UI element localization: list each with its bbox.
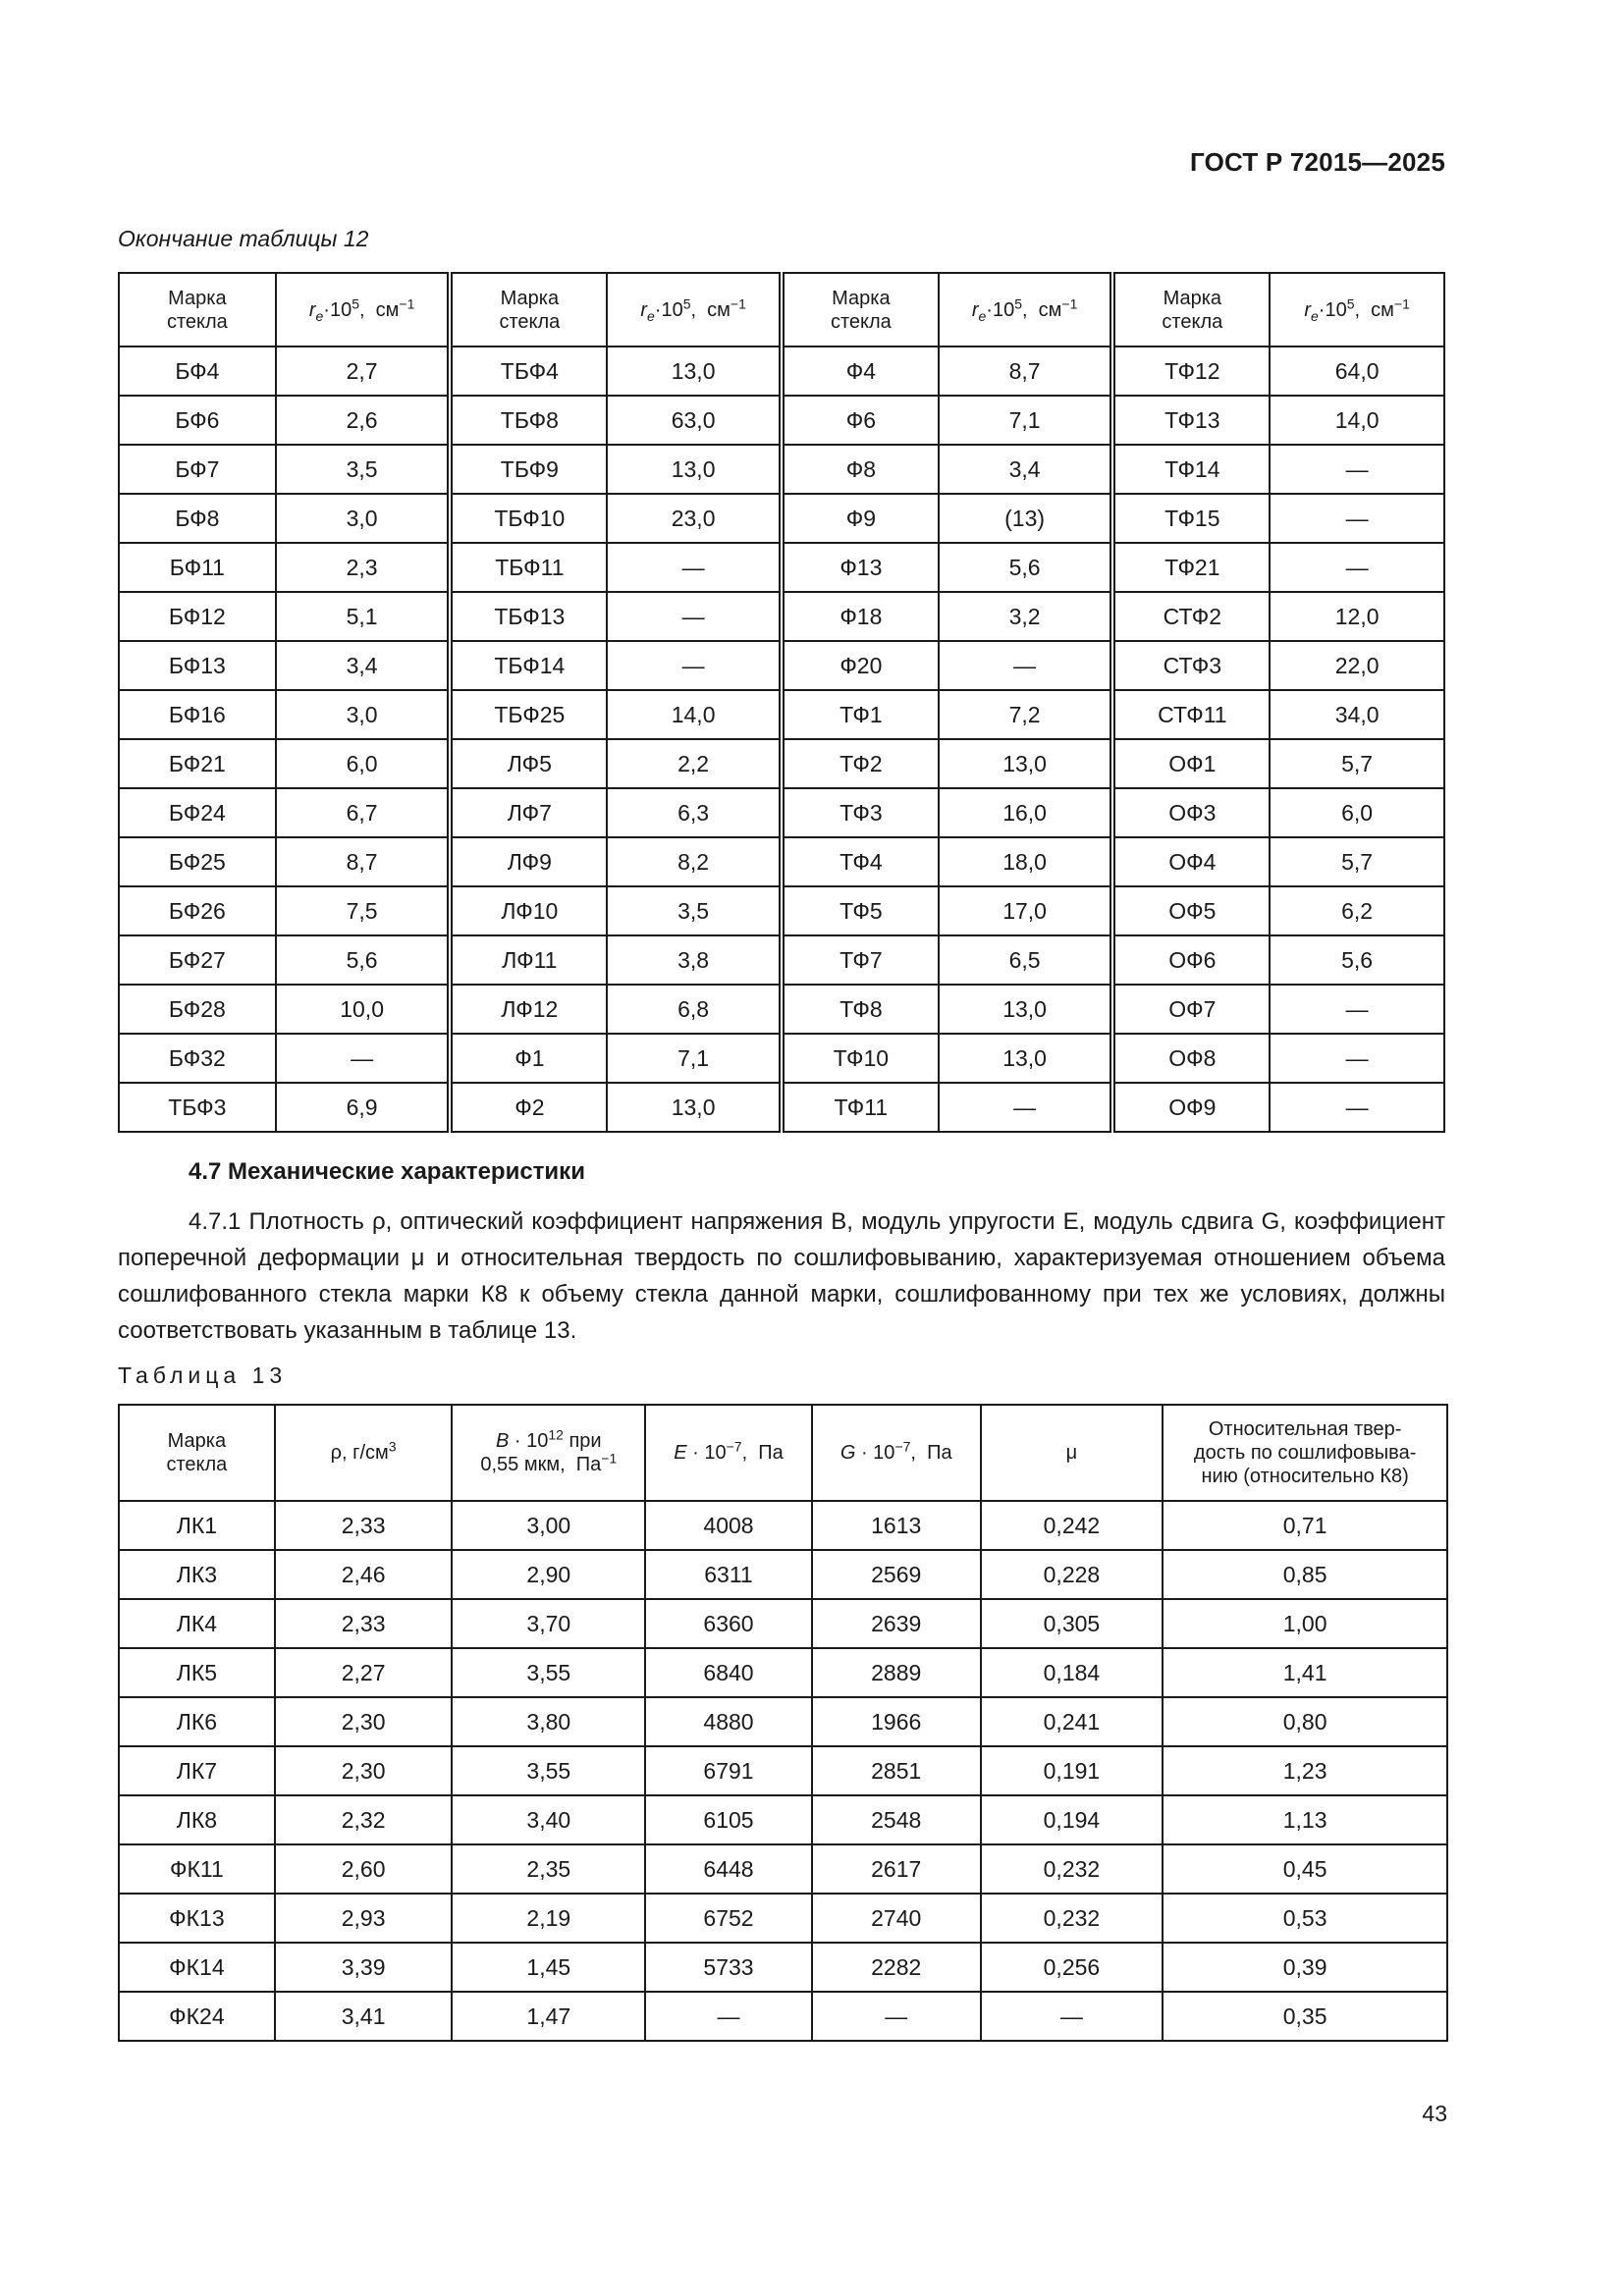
table13-row [119, 1599, 1447, 1648]
coefficient-value-cell: 3,8 [607, 935, 782, 985]
relative-hardness-cell: 0,80 [1163, 1697, 1447, 1746]
coefficient-value-cell: — [607, 543, 782, 592]
glass-mark-cell: БФ28 [119, 985, 276, 1034]
stress-coefficient-cell: 3,40 [452, 1795, 645, 1844]
table13-caption: Таблица 13 [118, 1362, 288, 1388]
table12-row [119, 543, 1444, 592]
coefficient-value-cell: — [607, 592, 782, 641]
young-modulus-cell: 4008 [645, 1501, 812, 1550]
poisson-ratio-cell: 0,184 [981, 1648, 1164, 1697]
table12-row [119, 1034, 1444, 1083]
density-cell: 2,93 [275, 1894, 453, 1943]
table12-header-value: $r_e\cdot 10^5$, $см^{-1}$ [276, 273, 451, 347]
glass-mark-cell: ТБФ10 [450, 494, 607, 543]
coefficient-value-cell: 13,0 [607, 347, 782, 396]
glass-mark-cell: ТФ13 [1112, 396, 1270, 445]
table12-row [119, 494, 1444, 543]
poisson-ratio-cell: 0,241 [981, 1697, 1164, 1746]
poisson-ratio-cell: 0,305 [981, 1599, 1164, 1648]
coefficient-value-cell: 5,7 [1270, 837, 1444, 886]
glass-mark-cell: Ф1 [450, 1034, 607, 1083]
density-cell: 2,60 [275, 1844, 453, 1894]
table12-row [119, 1083, 1444, 1132]
table12-row [119, 445, 1444, 494]
coefficient-value-cell: — [939, 1083, 1113, 1132]
stress-coefficient-cell: 3,70 [452, 1599, 645, 1648]
shear-modulus-cell: 1966 [812, 1697, 981, 1746]
glass-mark-cell: ТФ8 [782, 985, 939, 1034]
coefficient-value-cell: 2,7 [276, 347, 451, 396]
table13-row [119, 1894, 1447, 1943]
glass-mark-cell: БФ7 [119, 445, 276, 494]
glass-mark-cell: ТБФ3 [119, 1083, 276, 1132]
glass-mark-cell: БФ21 [119, 739, 276, 788]
coefficient-value-cell: 13,0 [939, 985, 1113, 1034]
table13-row [119, 1501, 1447, 1550]
coefficient-value-cell: 8,7 [939, 347, 1113, 396]
glass-mark-cell: Ф4 [782, 347, 939, 396]
glass-mark-cell: ТФ3 [782, 788, 939, 837]
coefficient-value-cell: 16,0 [939, 788, 1113, 837]
table13-header-mu: μ [981, 1405, 1164, 1501]
poisson-ratio-cell: 0,228 [981, 1550, 1164, 1599]
table13-header-rho: ρ, $г/см^3$ [275, 1405, 453, 1501]
table-13 [118, 1404, 1448, 2042]
glass-mark-cell: СТФ2 [1112, 592, 1270, 641]
relative-hardness-cell: 1,00 [1163, 1599, 1447, 1648]
coefficient-value-cell: — [939, 641, 1113, 690]
glass-mark-cell: Ф9 [782, 494, 939, 543]
glass-mark-cell: ОФ9 [1112, 1083, 1270, 1132]
table12-row [119, 886, 1444, 935]
density-cell: 3,41 [275, 1992, 453, 2041]
glass-mark-cell: ТФ4 [782, 837, 939, 886]
shear-modulus-cell: 2569 [812, 1550, 981, 1599]
poisson-ratio-cell: 0,194 [981, 1795, 1164, 1844]
section-title: 4.7 Механические характеристики [189, 1158, 585, 1185]
table12-row [119, 935, 1444, 985]
shear-modulus-cell: 2617 [812, 1844, 981, 1894]
coefficient-value-cell: 3,0 [276, 494, 451, 543]
glass-mark-cell: ТФ12 [1112, 347, 1270, 396]
glass-mark-cell: БФ25 [119, 837, 276, 886]
coefficient-value-cell: 5,1 [276, 592, 451, 641]
coefficient-value-cell: 3,5 [276, 445, 451, 494]
coefficient-value-cell: — [1270, 445, 1444, 494]
glass-mark-cell: ФК13 [119, 1894, 275, 1943]
glass-mark-cell: ТФ7 [782, 935, 939, 985]
table13-row [119, 1746, 1447, 1795]
glass-mark-cell: БФ16 [119, 690, 276, 739]
shear-modulus-cell: 1613 [812, 1501, 981, 1550]
coefficient-value-cell: 10,0 [276, 985, 451, 1034]
coefficient-value-cell: 12,0 [1270, 592, 1444, 641]
stress-coefficient-cell: 1,45 [452, 1943, 645, 1992]
glass-mark-cell: ЛФ9 [450, 837, 607, 886]
glass-mark-cell: ТФ11 [782, 1083, 939, 1132]
glass-mark-cell: ЛФ10 [450, 886, 607, 935]
glass-mark-cell: ЛФ11 [450, 935, 607, 985]
coefficient-value-cell: 5,7 [1270, 739, 1444, 788]
relative-hardness-cell: 0,71 [1163, 1501, 1447, 1550]
density-cell: 2,30 [275, 1746, 453, 1795]
young-modulus-cell: — [645, 1992, 812, 2041]
table12-row [119, 396, 1444, 445]
table12-header-value: $r_e\cdot 10^5$, $см^{-1}$ [1270, 273, 1444, 347]
stress-coefficient-cell: 3,55 [452, 1746, 645, 1795]
coefficient-value-cell: 23,0 [607, 494, 782, 543]
poisson-ratio-cell: — [981, 1992, 1164, 2041]
glass-mark-cell: ФК14 [119, 1943, 275, 1992]
table12-row [119, 592, 1444, 641]
coefficient-value-cell: — [1270, 494, 1444, 543]
glass-mark-cell: ЛК5 [119, 1648, 275, 1697]
relative-hardness-cell: 0,35 [1163, 1992, 1447, 2041]
coefficient-value-cell: — [276, 1034, 451, 1083]
coefficient-value-cell: 3,0 [276, 690, 451, 739]
table12-header-value: $r_e\cdot 10^5$, $см^{-1}$ [939, 273, 1113, 347]
glass-mark-cell: ОФ8 [1112, 1034, 1270, 1083]
coefficient-value-cell: 8,7 [276, 837, 451, 886]
shear-modulus-cell: — [812, 1992, 981, 2041]
coefficient-value-cell: — [1270, 543, 1444, 592]
stress-coefficient-cell: 1,47 [452, 1992, 645, 2041]
coefficient-value-cell: 63,0 [607, 396, 782, 445]
poisson-ratio-cell: 0,242 [981, 1501, 1164, 1550]
coefficient-value-cell: 2,6 [276, 396, 451, 445]
glass-mark-cell: ТФ15 [1112, 494, 1270, 543]
density-cell: 2,32 [275, 1795, 453, 1844]
coefficient-value-cell: 7,5 [276, 886, 451, 935]
glass-mark-cell: ЛФ12 [450, 985, 607, 1034]
table12-header-mark: Марка стекла [1112, 273, 1270, 347]
density-cell: 2,27 [275, 1648, 453, 1697]
shear-modulus-cell: 2282 [812, 1943, 981, 1992]
young-modulus-cell: 6791 [645, 1746, 812, 1795]
coefficient-value-cell: 22,0 [1270, 641, 1444, 690]
glass-mark-cell: Ф20 [782, 641, 939, 690]
glass-mark-cell: ОФ7 [1112, 985, 1270, 1034]
coefficient-value-cell: 6,0 [1270, 788, 1444, 837]
glass-mark-cell: БФ32 [119, 1034, 276, 1083]
coefficient-value-cell: 7,1 [939, 396, 1113, 445]
coefficient-value-cell: — [1270, 1034, 1444, 1083]
coefficient-value-cell: 7,1 [607, 1034, 782, 1083]
table13-header-hardness: Относительная твер- дость по сошлифовыва- нию (относительно К8) [1163, 1405, 1447, 1501]
coefficient-value-cell: 3,4 [939, 445, 1113, 494]
coefficient-value-cell: 17,0 [939, 886, 1113, 935]
table12-header-mark: Марка стекла [450, 273, 607, 347]
relative-hardness-cell: 0,39 [1163, 1943, 1447, 1992]
shear-modulus-cell: 2639 [812, 1599, 981, 1648]
glass-mark-cell: ТФ2 [782, 739, 939, 788]
coefficient-value-cell: — [607, 641, 782, 690]
coefficient-value-cell: 13,0 [939, 1034, 1113, 1083]
relative-hardness-cell: 0,53 [1163, 1894, 1447, 1943]
young-modulus-cell: 6360 [645, 1599, 812, 1648]
table-12 [118, 272, 1445, 1133]
glass-mark-cell: БФ26 [119, 886, 276, 935]
young-modulus-cell: 6311 [645, 1550, 812, 1599]
glass-mark-cell: БФ12 [119, 592, 276, 641]
table13-header-e: $E \cdot 10^{-7}$, Па [645, 1405, 812, 1501]
table12-row [119, 788, 1444, 837]
glass-mark-cell: Ф13 [782, 543, 939, 592]
shear-modulus-cell: 2851 [812, 1746, 981, 1795]
coefficient-value-cell: 6,5 [939, 935, 1113, 985]
glass-mark-cell: ТФ10 [782, 1034, 939, 1083]
stress-coefficient-cell: 2,35 [452, 1844, 645, 1894]
coefficient-value-cell: 5,6 [939, 543, 1113, 592]
coefficient-value-cell: 13,0 [939, 739, 1113, 788]
glass-mark-cell: БФ4 [119, 347, 276, 396]
coefficient-value-cell: 5,6 [276, 935, 451, 985]
coefficient-value-cell: — [1270, 985, 1444, 1034]
coefficient-value-cell: 6,2 [1270, 886, 1444, 935]
coefficient-value-cell: 3,5 [607, 886, 782, 935]
coefficient-value-cell: 64,0 [1270, 347, 1444, 396]
glass-mark-cell: ТБФ8 [450, 396, 607, 445]
density-cell: 2,33 [275, 1501, 453, 1550]
density-cell: 2,30 [275, 1697, 453, 1746]
coefficient-value-cell: 34,0 [1270, 690, 1444, 739]
glass-mark-cell: ТБФ4 [450, 347, 607, 396]
glass-mark-cell: ФК24 [119, 1992, 275, 2041]
poisson-ratio-cell: 0,256 [981, 1943, 1164, 1992]
glass-mark-cell: БФ24 [119, 788, 276, 837]
glass-mark-cell: ЛК7 [119, 1746, 275, 1795]
relative-hardness-cell: 1,13 [1163, 1795, 1447, 1844]
glass-mark-cell: БФ11 [119, 543, 276, 592]
poisson-ratio-cell: 0,232 [981, 1844, 1164, 1894]
stress-coefficient-cell: 3,00 [452, 1501, 645, 1550]
coefficient-value-cell: 2,3 [276, 543, 451, 592]
table13-header-g: $G \cdot 10^{-7}$, Па [812, 1405, 981, 1501]
poisson-ratio-cell: 0,191 [981, 1746, 1164, 1795]
glass-mark-cell: ЛК3 [119, 1550, 275, 1599]
relative-hardness-cell: 0,45 [1163, 1844, 1447, 1894]
glass-mark-cell: ОФ3 [1112, 788, 1270, 837]
stress-coefficient-cell: 2,90 [452, 1550, 645, 1599]
stress-coefficient-cell: 3,80 [452, 1697, 645, 1746]
young-modulus-cell: 6105 [645, 1795, 812, 1844]
coefficient-value-cell: 14,0 [1270, 396, 1444, 445]
relative-hardness-cell: 0,85 [1163, 1550, 1447, 1599]
table12-row [119, 837, 1444, 886]
glass-mark-cell: ОФ6 [1112, 935, 1270, 985]
coefficient-value-cell: (13) [939, 494, 1113, 543]
table13-row [119, 1943, 1447, 1992]
glass-mark-cell: БФ27 [119, 935, 276, 985]
glass-mark-cell: БФ8 [119, 494, 276, 543]
glass-mark-cell: ТБФ25 [450, 690, 607, 739]
glass-mark-cell: ЛК6 [119, 1697, 275, 1746]
density-cell: 3,39 [275, 1943, 453, 1992]
coefficient-value-cell: 5,6 [1270, 935, 1444, 985]
section-paragraph: 4.7.1 Плотность ρ, оптический коэффициент напряжения B, модуль упругости E, модуль сдвига G, коэффициент поперечной деформации μ и относительная твердость по сошлифовыванию, характеризуемая отношением объема сошлифованного стекла марки К8 к объему стекла данной марки, сошлифованному при тех же условиях, должны соответствовать указанным в таблице 13. [118, 1208, 1446, 1344]
glass-mark-cell: Ф18 [782, 592, 939, 641]
glass-mark-cell: ФК11 [119, 1844, 275, 1894]
coefficient-value-cell: 6,3 [607, 788, 782, 837]
table13-row [119, 1550, 1447, 1599]
glass-mark-cell: БФ6 [119, 396, 276, 445]
glass-mark-cell: ОФ4 [1112, 837, 1270, 886]
table13-header-b: $B \cdot 10^{12}$ при 0,55 мкм, $Па^{-1}$ [452, 1405, 645, 1501]
glass-mark-cell: ТФ14 [1112, 445, 1270, 494]
table12-header-mark: Марка стекла [782, 273, 939, 347]
glass-mark-cell: ТФ21 [1112, 543, 1270, 592]
coefficient-value-cell: — [1270, 1083, 1444, 1132]
young-modulus-cell: 6752 [645, 1894, 812, 1943]
density-cell: 2,46 [275, 1550, 453, 1599]
table13-header-mark: Марка стекла [119, 1405, 275, 1501]
glass-mark-cell: Ф2 [450, 1083, 607, 1132]
glass-mark-cell: ЛФ7 [450, 788, 607, 837]
table12-header-value: $r_e\cdot 10^5$, $см^{-1}$ [607, 273, 782, 347]
young-modulus-cell: 5733 [645, 1943, 812, 1992]
glass-mark-cell: ТБФ11 [450, 543, 607, 592]
glass-mark-cell: ТФ5 [782, 886, 939, 935]
coefficient-value-cell: 2,2 [607, 739, 782, 788]
coefficient-value-cell: 6,7 [276, 788, 451, 837]
page-number: 43 [1422, 2101, 1447, 2126]
standard-id: ГОСТ Р 72015—2025 [1190, 147, 1445, 177]
table12-header-mark: Марка стекла [119, 273, 276, 347]
coefficient-value-cell: 6,0 [276, 739, 451, 788]
coefficient-value-cell: 13,0 [607, 445, 782, 494]
coefficient-value-cell: 7,2 [939, 690, 1113, 739]
shear-modulus-cell: 2548 [812, 1795, 981, 1844]
shear-modulus-cell: 2740 [812, 1894, 981, 1943]
glass-mark-cell: ОФ5 [1112, 886, 1270, 935]
coefficient-value-cell: 6,9 [276, 1083, 451, 1132]
glass-mark-cell: ТБФ14 [450, 641, 607, 690]
glass-mark-cell: ТФ1 [782, 690, 939, 739]
table13-row [119, 1844, 1447, 1894]
glass-mark-cell: ЛК4 [119, 1599, 275, 1648]
table13-row [119, 1648, 1447, 1697]
relative-hardness-cell: 1,41 [1163, 1648, 1447, 1697]
glass-mark-cell: ОФ1 [1112, 739, 1270, 788]
table12-row [119, 347, 1444, 396]
stress-coefficient-cell: 2,19 [452, 1894, 645, 1943]
coefficient-value-cell: 6,8 [607, 985, 782, 1034]
table13-header-row [119, 1405, 1447, 1501]
glass-mark-cell: Ф6 [782, 396, 939, 445]
table13-row [119, 1795, 1447, 1844]
glass-mark-cell: ТБФ9 [450, 445, 607, 494]
table13-row [119, 1697, 1447, 1746]
glass-mark-cell: СТФ3 [1112, 641, 1270, 690]
glass-mark-cell: Ф8 [782, 445, 939, 494]
glass-mark-cell: ТБФ13 [450, 592, 607, 641]
young-modulus-cell: 6840 [645, 1648, 812, 1697]
glass-mark-cell: ЛК8 [119, 1795, 275, 1844]
poisson-ratio-cell: 0,232 [981, 1894, 1164, 1943]
young-modulus-cell: 4880 [645, 1697, 812, 1746]
coefficient-value-cell: 3,4 [276, 641, 451, 690]
table12-header-row [119, 273, 1444, 347]
coefficient-value-cell: 13,0 [607, 1083, 782, 1132]
glass-mark-cell: ЛК1 [119, 1501, 275, 1550]
glass-mark-cell: СТФ11 [1112, 690, 1270, 739]
coefficient-value-cell: 3,2 [939, 592, 1113, 641]
shear-modulus-cell: 2889 [812, 1648, 981, 1697]
density-cell: 2,33 [275, 1599, 453, 1648]
table12-row [119, 690, 1444, 739]
table13-row [119, 1992, 1447, 2041]
glass-mark-cell: ЛФ5 [450, 739, 607, 788]
table12-row [119, 985, 1444, 1034]
relative-hardness-cell: 1,23 [1163, 1746, 1447, 1795]
table12-row [119, 739, 1444, 788]
coefficient-value-cell: 8,2 [607, 837, 782, 886]
coefficient-value-cell: 18,0 [939, 837, 1113, 886]
stress-coefficient-cell: 3,55 [452, 1648, 645, 1697]
table12-row [119, 641, 1444, 690]
glass-mark-cell: БФ13 [119, 641, 276, 690]
table12-caption: Окончание таблицы 12 [118, 226, 369, 251]
young-modulus-cell: 6448 [645, 1844, 812, 1894]
coefficient-value-cell: 14,0 [607, 690, 782, 739]
